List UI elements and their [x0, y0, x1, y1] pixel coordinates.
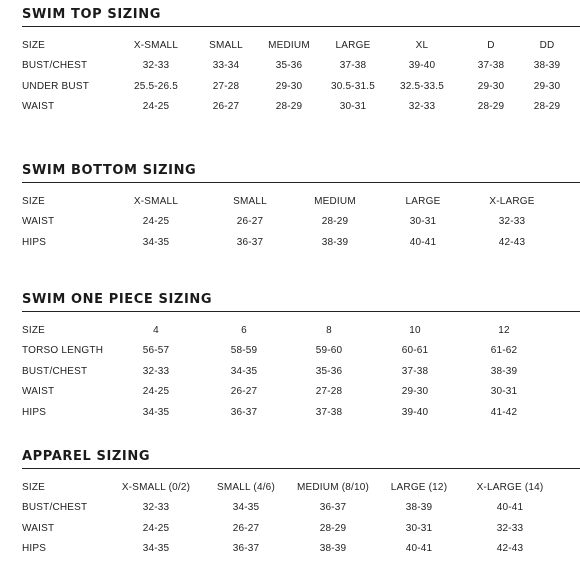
header-cell: SIZE: [22, 39, 46, 51]
table-cell: 32-33: [498, 216, 526, 228]
table-cell: 42-43: [496, 543, 524, 555]
section-divider: [22, 182, 580, 183]
table-cell: 34-35: [230, 365, 258, 377]
header-cell: 6: [241, 324, 247, 336]
section-divider: [22, 311, 580, 312]
header-cell: SIZE: [22, 481, 46, 493]
header-cell: MEDIUM (8/10): [296, 481, 370, 493]
table-cell: 28-29: [321, 216, 349, 228]
table-row: [22, 498, 554, 519]
header-cell: SIZE: [22, 195, 46, 207]
table-cell: 29-30: [477, 80, 505, 92]
section-title: SWIM ONE PIECE SIZING: [22, 292, 213, 307]
table-cell: 28-29: [477, 101, 505, 113]
table-row: [22, 402, 550, 423]
swim-one-piece-table: [22, 320, 550, 423]
table-cell: 30-31: [405, 522, 433, 534]
table-cell: 39-40: [401, 406, 429, 418]
table-cell: 26-27: [236, 216, 264, 228]
row-label: BUST/CHEST: [22, 60, 88, 72]
header-cell: X-LARGE: [489, 195, 535, 207]
table-cell: 29-30: [401, 386, 429, 398]
table-cell: 35-36: [315, 365, 343, 377]
section-title: SWIM BOTTOM SIZING: [22, 163, 197, 178]
table-cell: 36-37: [319, 502, 347, 514]
row-label: WAIST: [22, 101, 55, 113]
table-cell: 40-41: [405, 543, 433, 555]
swim-one-piece-section: [22, 291, 580, 423]
table-cell: 28-29: [275, 101, 303, 113]
table-row: [22, 212, 558, 233]
table-cell: 41-42: [490, 406, 518, 418]
table-cell: 36-37: [236, 236, 264, 248]
table-cell: 33-34: [212, 60, 240, 72]
swim-top-section: [22, 6, 580, 117]
table-cell: 26-27: [230, 386, 258, 398]
table-cell: 42-43: [498, 236, 526, 248]
table-cell: 24-25: [142, 522, 170, 534]
table-cell: 24-25: [142, 216, 170, 228]
table-cell: 58-59: [230, 345, 258, 357]
table-cell: 38-39: [319, 543, 347, 555]
table-cell: 36-37: [230, 406, 258, 418]
table-cell: 36-37: [232, 543, 260, 555]
table-row: [22, 97, 580, 118]
table-cell: 38-39: [490, 365, 518, 377]
table-cell: 34-35: [142, 236, 170, 248]
table-cell: 39-40: [408, 60, 436, 72]
header-cell: SIZE: [22, 324, 46, 336]
table-cell: 37-38: [315, 406, 343, 418]
header-cell: 8: [326, 324, 332, 336]
table-cell: 37-38: [477, 60, 505, 72]
header-cell: X-SMALL (0/2): [121, 481, 191, 493]
row-label: TORSO LENGTH: [22, 345, 104, 357]
header-cell: SMALL (4/6): [217, 481, 275, 493]
header-cell: X-LARGE (14): [476, 481, 544, 493]
table-cell: 30-31: [409, 216, 437, 228]
section-title: APPAREL SIZING: [22, 449, 151, 464]
table-cell: 40-41: [409, 236, 437, 248]
header-cell: SMALL: [233, 195, 267, 207]
table-cell: 30-31: [490, 386, 518, 398]
table-cell: 34-35: [142, 406, 170, 418]
table-cell: 37-38: [401, 365, 429, 377]
row-label: BUST/CHEST: [22, 502, 88, 514]
table-cell: 28-29: [533, 101, 561, 113]
table-cell: 32-33: [408, 101, 436, 113]
header-cell: DD: [539, 39, 555, 51]
header-cell: 12: [498, 324, 510, 336]
table-row: [22, 76, 580, 97]
table-cell: 27-28: [315, 386, 343, 398]
table-header-row: [22, 191, 558, 212]
swim-top-table: [22, 35, 580, 117]
row-label: HIPS: [22, 543, 47, 555]
table-cell: 30.5-31.5: [330, 80, 376, 92]
swim-bottom-table: [22, 191, 558, 253]
table-header-row: [22, 320, 550, 341]
swim-bottom-section: [22, 162, 580, 253]
table-row: [22, 382, 550, 403]
header-cell: XL: [415, 39, 429, 51]
table-cell: 32.5-33.5: [399, 80, 445, 92]
header-cell: 4: [153, 324, 159, 336]
table-cell: 59-60: [315, 345, 343, 357]
table-cell: 29-30: [533, 80, 561, 92]
table-cell: 38-39: [533, 60, 561, 72]
table-cell: 38-39: [405, 502, 433, 514]
header-cell: LARGE: [335, 39, 371, 51]
table-cell: 30-31: [339, 101, 367, 113]
header-cell: MEDIUM: [314, 195, 356, 207]
table-cell: 61-62: [490, 345, 518, 357]
table-cell: 27-28: [212, 80, 240, 92]
row-label: UNDER BUST: [22, 80, 90, 92]
table-row: [22, 361, 550, 382]
header-cell: SMALL: [209, 39, 243, 51]
header-cell: X-SMALL: [133, 195, 179, 207]
section-divider: [22, 468, 580, 469]
table-row: [22, 518, 554, 539]
header-cell: D: [487, 39, 495, 51]
row-label: HIPS: [22, 406, 47, 418]
header-cell: MEDIUM: [268, 39, 310, 51]
table-cell: 56-57: [142, 345, 170, 357]
table-cell: 32-33: [496, 522, 524, 534]
table-cell: 28-29: [319, 522, 347, 534]
section-title: SWIM TOP SIZING: [22, 7, 161, 22]
table-cell: 38-39: [321, 236, 349, 248]
table-cell: 60-61: [401, 345, 429, 357]
header-cell: 10: [409, 324, 421, 336]
header-cell: X-SMALL: [133, 39, 179, 51]
table-row: [22, 56, 580, 77]
table-cell: 29-30: [275, 80, 303, 92]
apparel-section: [22, 448, 580, 559]
table-cell: 24-25: [142, 386, 170, 398]
row-label: WAIST: [22, 386, 55, 398]
table-cell: 24-25: [142, 101, 170, 113]
header-cell: LARGE (12): [390, 481, 448, 493]
table-header-row: [22, 35, 580, 56]
apparel-table: [22, 477, 554, 559]
table-row: [22, 539, 554, 560]
table-cell: 40-41: [496, 502, 524, 514]
table-cell: 37-38: [339, 60, 367, 72]
header-cell: LARGE: [405, 195, 441, 207]
section-divider: [22, 26, 580, 27]
table-cell: 32-33: [142, 502, 170, 514]
row-label: WAIST: [22, 216, 55, 228]
table-cell: 32-33: [142, 60, 170, 72]
row-label: WAIST: [22, 522, 55, 534]
table-header-row: [22, 477, 554, 498]
table-cell: 25.5-26.5: [133, 80, 179, 92]
table-cell: 32-33: [142, 365, 170, 377]
table-cell: 35-36: [275, 60, 303, 72]
table-cell: 26-27: [212, 101, 240, 113]
table-row: [22, 341, 550, 362]
row-label: BUST/CHEST: [22, 365, 88, 377]
table-row: [22, 232, 558, 253]
table-cell: 34-35: [232, 502, 260, 514]
table-cell: 34-35: [142, 543, 170, 555]
row-label: HIPS: [22, 236, 47, 248]
table-cell: 26-27: [232, 522, 260, 534]
